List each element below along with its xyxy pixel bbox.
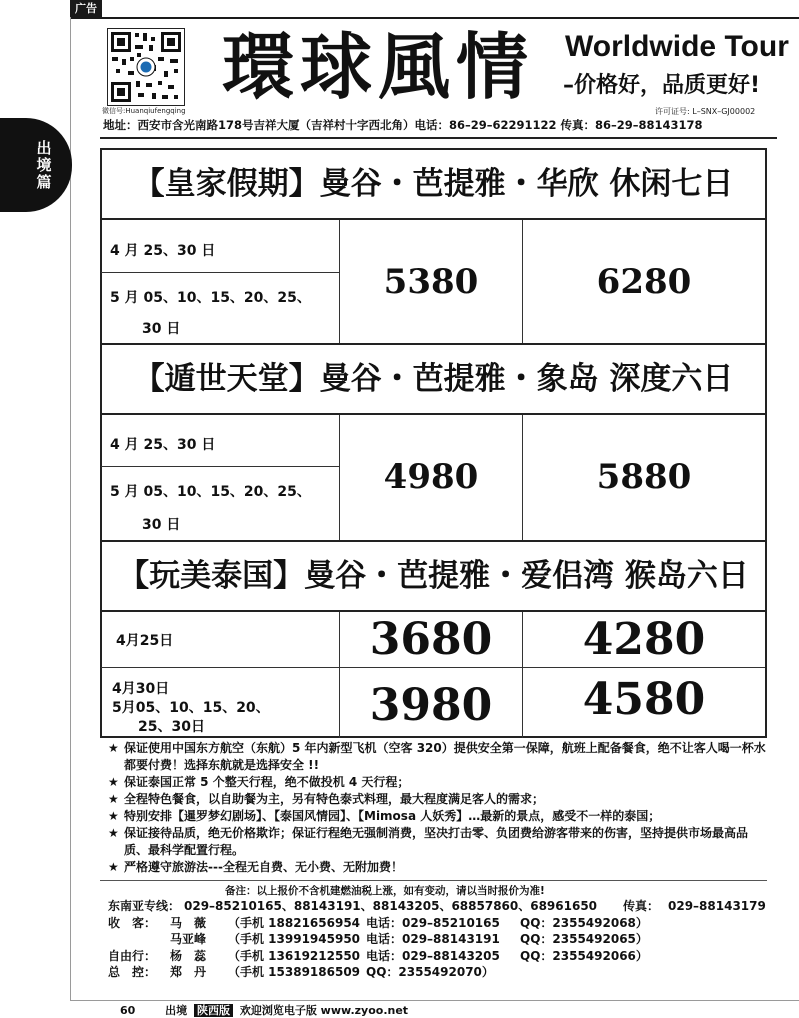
hotline-numbers: 029–85210165、88143191、88143205、68857860、68961650	[184, 899, 598, 913]
contact-name: 马 薇	[170, 915, 207, 930]
star-icon: ★	[108, 809, 119, 823]
contact-qq: QQ：2355492065）	[520, 932, 648, 946]
tour-title-1: 【皇家假期】曼谷・芭提雅・华欣 休闲七日	[100, 148, 767, 220]
footer-website-text[interactable]: 欢迎浏览电子版 www.zyoo.net	[239, 1004, 409, 1017]
tour-notes	[108, 740, 768, 876]
tour-1-dates-row-1: 4 月 25、30 日	[110, 243, 216, 259]
qr-code	[107, 28, 185, 106]
note-item: ★ 特别安排【暹罗梦幻剧场】、【泰国风情园】、【Mimosa 人妖秀】…最新的景点，感受不一样的泰国；	[108, 809, 661, 823]
note-item: ★ 保证使用中国东方航空（东航）5 年内新型飞机（空客 320）提供安全第一保障，航班上配备餐食，绝不让客人喝一杯水都要付费！选择东航就是选择安全 !!	[108, 741, 766, 772]
table-divider	[101, 667, 765, 668]
fax-number: 029–88143179	[668, 899, 766, 913]
tour-2-dates-row-1: 4 月 25、30 日	[110, 437, 216, 453]
company-address: 地址：西安市含光南路178号吉祥大厦（吉祥村十字西北角）电话：86–29–62291122 传真：86–29–88143178	[103, 118, 703, 132]
contact-phone: 电话：029–88143205	[366, 948, 500, 963]
footer-section: 出境	[165, 1004, 188, 1017]
tour-3-row-2-dates-line-1: 4月30日	[112, 681, 170, 697]
tour-3-row-1-price-a: 3680	[369, 614, 493, 665]
brand-title: 環球風情	[222, 24, 535, 109]
tour-3-row-2-price-b: 4580	[582, 674, 706, 725]
tour-1-price-b: 6280	[596, 262, 692, 302]
contact-name: 马亚峰	[170, 932, 207, 946]
contact-qq: QQ：2355492070）	[366, 965, 494, 979]
table-divider	[101, 466, 339, 467]
tour-3-row-1-dates: 4月25日	[116, 633, 174, 649]
star-icon: ★	[108, 826, 119, 840]
contact-mobile: （手机 13991945950	[228, 932, 361, 946]
wechat-id: 微信号:Huanqiufengqing	[102, 107, 186, 115]
note-item: ★ 保证接待品质，绝无价格欺诈；保证行程绝无强制消费，坚决打击零、负团费给游客带来的伤害，坚持提供市场最高品质、最科学配置行程。	[108, 826, 749, 857]
tour-1-dates-row-2a: 5 月 05、10、15、20、25、	[110, 290, 311, 306]
tour-3-row-2-dates-line-3: 25、30日	[138, 719, 205, 735]
tour-2-price-b: 5880	[596, 457, 692, 497]
table-divider	[101, 272, 339, 273]
page-number: 60	[120, 1004, 136, 1017]
star-icon: ★	[108, 741, 119, 755]
tour-2-dates-row-2a: 5 月 05、10、15、20、25、	[110, 484, 311, 500]
edition-badge: 陕西版	[194, 1004, 233, 1017]
contact-name: 杨 蕊	[170, 948, 207, 963]
section-side-tab-label: 出境篇	[36, 139, 52, 191]
slogan-english: Worldwide Tour	[565, 30, 789, 63]
tour-3-row-1-price-b: 4280	[582, 614, 706, 665]
tour-title-3: 【玩美泰国】曼谷・芭提雅・爱侣湾 猴岛六日	[100, 540, 767, 612]
fax-label: 传真：	[623, 899, 660, 913]
slogan-chinese: –价格好，品质更好!	[563, 73, 761, 98]
tour-1-dates-row-2b: 30 日	[142, 321, 181, 337]
tour-3-row-2-dates-line-2: 5月05、10、15、20、	[112, 700, 270, 716]
star-icon: ★	[108, 860, 119, 874]
tour-2-dates-row-2b: 30 日	[142, 517, 181, 533]
ad-tag: 广告	[70, 0, 102, 18]
contact-name: 郑 丹	[170, 965, 207, 979]
hotline-label: 东南亚专线：	[108, 899, 181, 913]
contact-mobile: （手机 15389186509	[228, 965, 361, 979]
contact-qq: QQ：2355492066）	[520, 948, 648, 963]
tour-2-price-a: 4980	[383, 457, 479, 497]
price-remark: 备注：以上报价不含机建燃油税上涨，如有变动，请以当时报价为准!	[225, 885, 545, 897]
license-number: 许可证号: L–SNX–GJ00002	[655, 107, 756, 116]
header-rule	[100, 137, 777, 139]
tour-3-row-2-price-a: 3980	[369, 680, 493, 731]
note-item: ★ 全程特色餐食，以自助餐为主，另有特色泰式料理，最大程度满足客人的需求；	[108, 792, 545, 806]
star-icon: ★	[108, 775, 119, 789]
note-item: ★ 保证泰国正常 5 个整天行程，绝不做投机 4 天行程；	[108, 775, 410, 789]
contact-qq: QQ：2355492068）	[520, 915, 648, 930]
contact-mobile: （手机 13619212550	[228, 948, 361, 963]
contact-mobile: （手机 18821656954	[228, 915, 361, 930]
footer-rule	[70, 1000, 799, 1001]
top-rule	[70, 17, 799, 19]
page-footer	[120, 1002, 408, 1018]
tour-title-2: 【遁世天堂】曼谷・芭提雅・象岛 深度六日	[100, 343, 767, 415]
note-item: ★ 严格遵守旅游法---全程无自费、无小费、无附加费！	[108, 860, 403, 874]
qr-code-graphic	[108, 29, 184, 105]
contact-phone: 电话：029–88143191	[366, 932, 500, 946]
remark-rule	[100, 880, 767, 881]
tour-1-price-a: 5380	[383, 262, 479, 302]
star-icon: ★	[108, 792, 119, 806]
contact-phone: 电话：029–85210165	[366, 915, 500, 930]
